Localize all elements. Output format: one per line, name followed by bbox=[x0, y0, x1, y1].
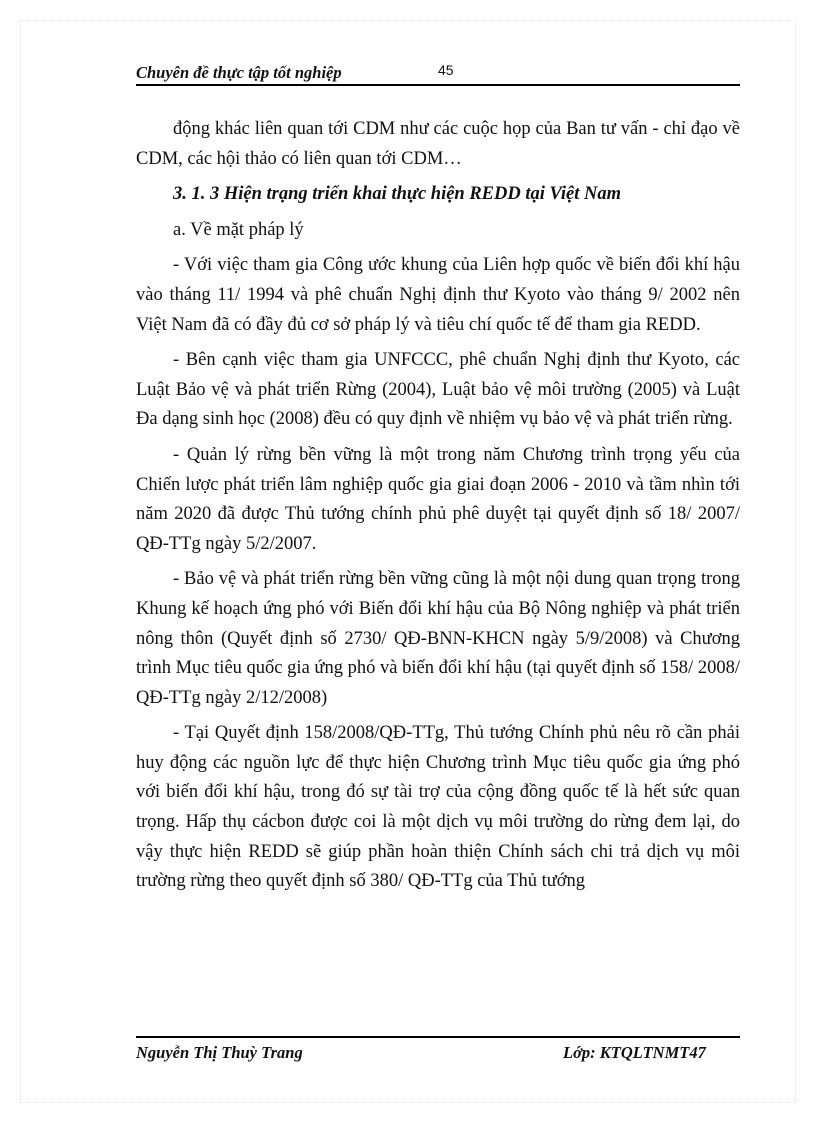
paragraph: - Bên cạnh việc tham gia UNFCCC, phê chuẩn Nghị định thư Kyoto, các Luật Bảo vệ và phát triển Rừng (2004), Luật bảo vệ môi trường (2005) và Luật Đa dạng sinh học (2008) đều có quy định về nhiệm vụ bảo vệ và phát triển rừng. bbox=[136, 350, 740, 430]
footer-author: Nguyễn Thị Thuỳ Trang bbox=[136, 1043, 303, 1062]
paragraph: - Quản lý rừng bền vững là một trong năm Chương trình trọng yếu của Chiến lược phát triển lâm nghiệp quốc gia giai đoạn 2006 - 2010 và tầm nhìn tới năm 2020 đã được Thủ tướng chính phủ phê duyệt tại quyết định số 18/ 2007/ QĐ-TTg ngày 5/2/2007. bbox=[136, 444, 740, 554]
page-number: 45 bbox=[438, 62, 454, 78]
section-heading: 3. 1. 3 Hiện trạng triển khai thực hiện REDD tại Việt Nam bbox=[173, 184, 621, 205]
paragraph: - Tại Quyết định 158/2008/QĐ-TTg, Thủ tướng Chính phủ nêu rõ cần phải huy động các nguồn lực để thực hiện Chương trình Mục tiêu quốc gia ứng phó với biến đổi khí hậu, trong đó sự tài trợ của cộng đồng quốc tế là hết sức quan trọng. Hấp thụ cácbon được coi là một dịch vụ môi trường do rừng đem lại, do vậy thực hiện REDD sẽ giúp phần hoàn thiện Chính sách chi trả dịch vụ môi trường rừng theo quyết định số 380/ QĐ-TTg của Thủ tướng bbox=[136, 723, 740, 892]
document-body bbox=[136, 115, 740, 903]
paragraph: - Bảo vệ và phát triển rừng bền vững cũng là một nội dung quan trọng trong Khung kế hoạch ứng phó với Biến đổi khí hậu của Bộ Nông nghiệp và phát triển nông thôn (Quyết định số 2730/ QĐ-BNN-KHCN ngày 5/9/2008) và Chương trình Mục tiêu quốc gia ứng phó và biến đổi khí hậu (tại quyết định số 158/ 2008/ QĐ-TTg ngày 2/12/2008) bbox=[136, 569, 740, 708]
subsection-label: a. Về mặt pháp lý bbox=[173, 219, 304, 240]
page-header bbox=[136, 60, 740, 86]
header-title: Chuyên đề thực tập tốt nghiệp bbox=[136, 63, 342, 82]
footer-class: Lớp: KTQLTNMT47 bbox=[563, 1043, 706, 1062]
paragraph: - Với việc tham gia Công ước khung của Liên hợp quốc về biến đổi khí hậu vào tháng 11/ 1994 và phê chuẩn Nghị định thư Kyoto vào tháng 9/ 2002 nên Việt Nam đã có đầy đủ cơ sở pháp lý và tiêu chí quốc tế để tham gia REDD. bbox=[136, 255, 740, 335]
header-rule bbox=[136, 84, 740, 86]
paragraph-continuation: động khác liên quan tới CDM như các cuộc họp của Ban tư vấn - chỉ đạo về CDM, các hội thảo có liên quan tới CDM… bbox=[136, 119, 740, 169]
footer-rule bbox=[136, 1036, 740, 1038]
